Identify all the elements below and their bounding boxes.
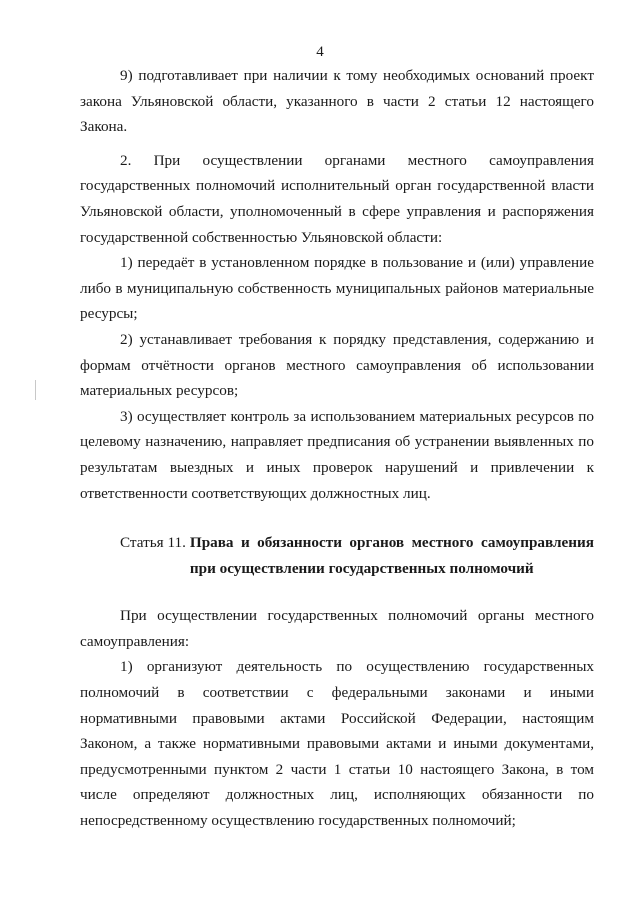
page-number: 4	[316, 44, 324, 60]
article-heading	[80, 530, 594, 581]
paragraph-subitem-2: 2) устанавливает требования к порядку представления, содержанию и формам отчётности органов местного самоуправления об использовании материальных ресурсов;	[80, 330, 594, 400]
document-body	[80, 63, 594, 834]
paragraph-item-9: 9) подготавливает при наличии к тому необходимых оснований проект закона Ульяновской области, указанного в части 2 статьи 12 настоящего Закона.	[80, 67, 594, 136]
margin-mark	[35, 380, 36, 400]
paragraph-article-item-1: 1) организуют деятельность по осуществлению государственных полномочий в соответствии с федеральными законами и иными нормативными правовыми актами Российской Федерации, настоящим Законом, а также нормативными правовыми актами и иными документами, предусмотренными пунктом 2 части 1 статьи 10 настоящего Закона, в том числе определяют должностных лиц, исполняющих обязанности по непосредственному осуществлению государственных полномочий;	[80, 658, 594, 830]
article-title: Права и обязанности органов местного самоуправления при осуществлении государственных полномочий	[189, 534, 594, 577]
paragraph-subitem-1: 1) передаёт в установленном порядке в пользование и (или) управление либо в муниципальную собственность муниципальных районов материальные ресурсы;	[80, 254, 594, 323]
paragraph-subitem-3: 3) осуществляет контроль за использованием материальных ресурсов по целевому назначению, направляет предписания об устранении выявленных по результатам выездных и иных проверок нарушений и привлечении к ответственности соответствующих должностных лиц.	[80, 407, 594, 502]
paragraph-article-intro: При осуществлении государственных полномочий органы местного самоуправления:	[80, 607, 594, 650]
paragraph-section-2: 2. При осуществлении органами местного самоуправления государственных полномочий исполнительный орган государственной власти Ульяновской области, уполномоченный в сфере управления и распоряжения государственной собственностью Ульяновской области:	[80, 151, 594, 246]
article-label: Статья 11.	[120, 534, 186, 552]
